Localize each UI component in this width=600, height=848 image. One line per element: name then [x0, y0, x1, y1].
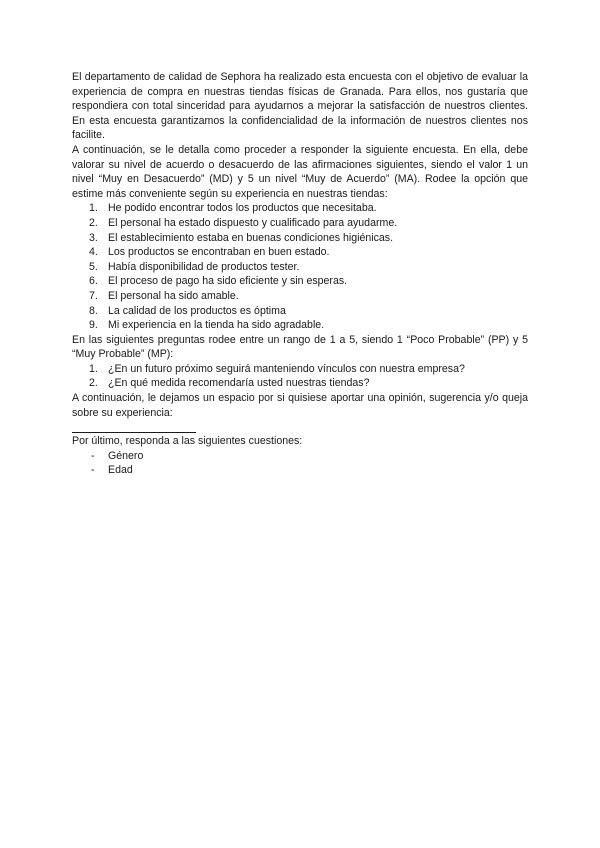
- item-number: 4.: [89, 246, 98, 259]
- item-number: 2.: [89, 377, 98, 390]
- item-text: ¿En un futuro próximo seguirá manteniendo vínculos con nuestra empresa?: [108, 362, 465, 375]
- item-text: Género: [108, 449, 144, 462]
- list-item: [72, 260, 528, 275]
- item-number: 3.: [89, 231, 98, 244]
- item-text: Había disponibilidad de productos tester.: [108, 260, 300, 273]
- item-number: 8.: [89, 304, 98, 317]
- item-text: El personal ha estado dispuesto y cualificado para ayudarme.: [108, 216, 398, 229]
- item-text: El personal ha sido amable.: [108, 289, 239, 302]
- dash-bullet: -: [91, 464, 95, 477]
- list-item: [72, 376, 528, 391]
- list-item: [72, 274, 528, 289]
- probability-instructions: En las siguientes preguntas rodee entre un rango de 1 a 5, siendo 1 “Poco Probable” (PP) y 5 “Muy Probable” (MP):: [72, 333, 528, 361]
- list-item: [72, 289, 528, 304]
- opinion-prompt: A continuación, le dejamos un espacio por si quisiese aportar una opinión, sugerencia y/o queja sobre su experiencia:: [72, 392, 528, 419]
- list-item: [72, 245, 528, 260]
- item-number: 7.: [89, 289, 98, 302]
- list-item: [72, 463, 528, 478]
- item-number: 5.: [89, 260, 98, 273]
- list-item: [72, 449, 528, 464]
- intro-paragraph: El departamento de calidad de Sephora ha realizado esta encuesta con el objetivo de evaluar la experiencia de compra en nuestras tiendas físicas de Granada. Para ellos, nos gustaría que respondiera con total sinceridad para ayudarnos a mejorar la satisfacción de nuestros clientes. En esta encuesta garantizamos la confidencialidad de la información de nuestros clientes nos facilite.: [72, 71, 528, 142]
- probability-questions-list: [72, 362, 528, 391]
- item-number: 1.: [89, 202, 98, 215]
- list-item: [72, 304, 528, 319]
- answer-blank-line[interactable]: [72, 420, 196, 433]
- list-item: [72, 201, 528, 216]
- item-text: He podido encontrar todos los productos que necesitaba.: [108, 202, 377, 215]
- item-number: 2.: [89, 216, 98, 229]
- item-number: 9.: [89, 319, 98, 332]
- dash-bullet: -: [91, 449, 95, 462]
- list-item: [72, 362, 528, 377]
- item-text: El establecimiento estaba en buenas condiciones higiénicas.: [108, 231, 394, 244]
- item-text: Los productos se encontraban en buen estado.: [108, 246, 330, 259]
- item-number: 6.: [89, 275, 98, 288]
- item-text: La calidad de los productos es óptima: [108, 304, 286, 317]
- instructions-paragraph: A continuación, se le detalla como proceder a responder la siguiente encuesta. En ella, debe valorar su nivel de acuerdo o desacuerdo de las afirmaciones siguientes, siendo el valor 1 un nivel “Muy en Desacuerdo” (MD) y 5 un nivel “Muy de Acuerdo” (MA). Rodee la opción que estime más conveniente según su experiencia en nuestras tiendas:: [72, 143, 528, 200]
- item-text: El proceso de pago ha sido eficiente y sin esperas.: [108, 275, 348, 288]
- agreement-statements-list: [72, 201, 528, 332]
- list-item: [72, 231, 528, 246]
- item-text: ¿En qué medida recomendaría usted nuestras tiendas?: [108, 377, 370, 390]
- closing-prompt: Por último, responda a las siguientes cuestiones:: [72, 435, 303, 448]
- list-item: [72, 216, 528, 231]
- item-text: Edad: [108, 464, 133, 477]
- document-page: [72, 70, 528, 478]
- item-text: Mi experiencia en la tienda ha sido agradable.: [108, 319, 325, 332]
- list-item: [72, 318, 528, 333]
- item-number: 1.: [89, 362, 98, 375]
